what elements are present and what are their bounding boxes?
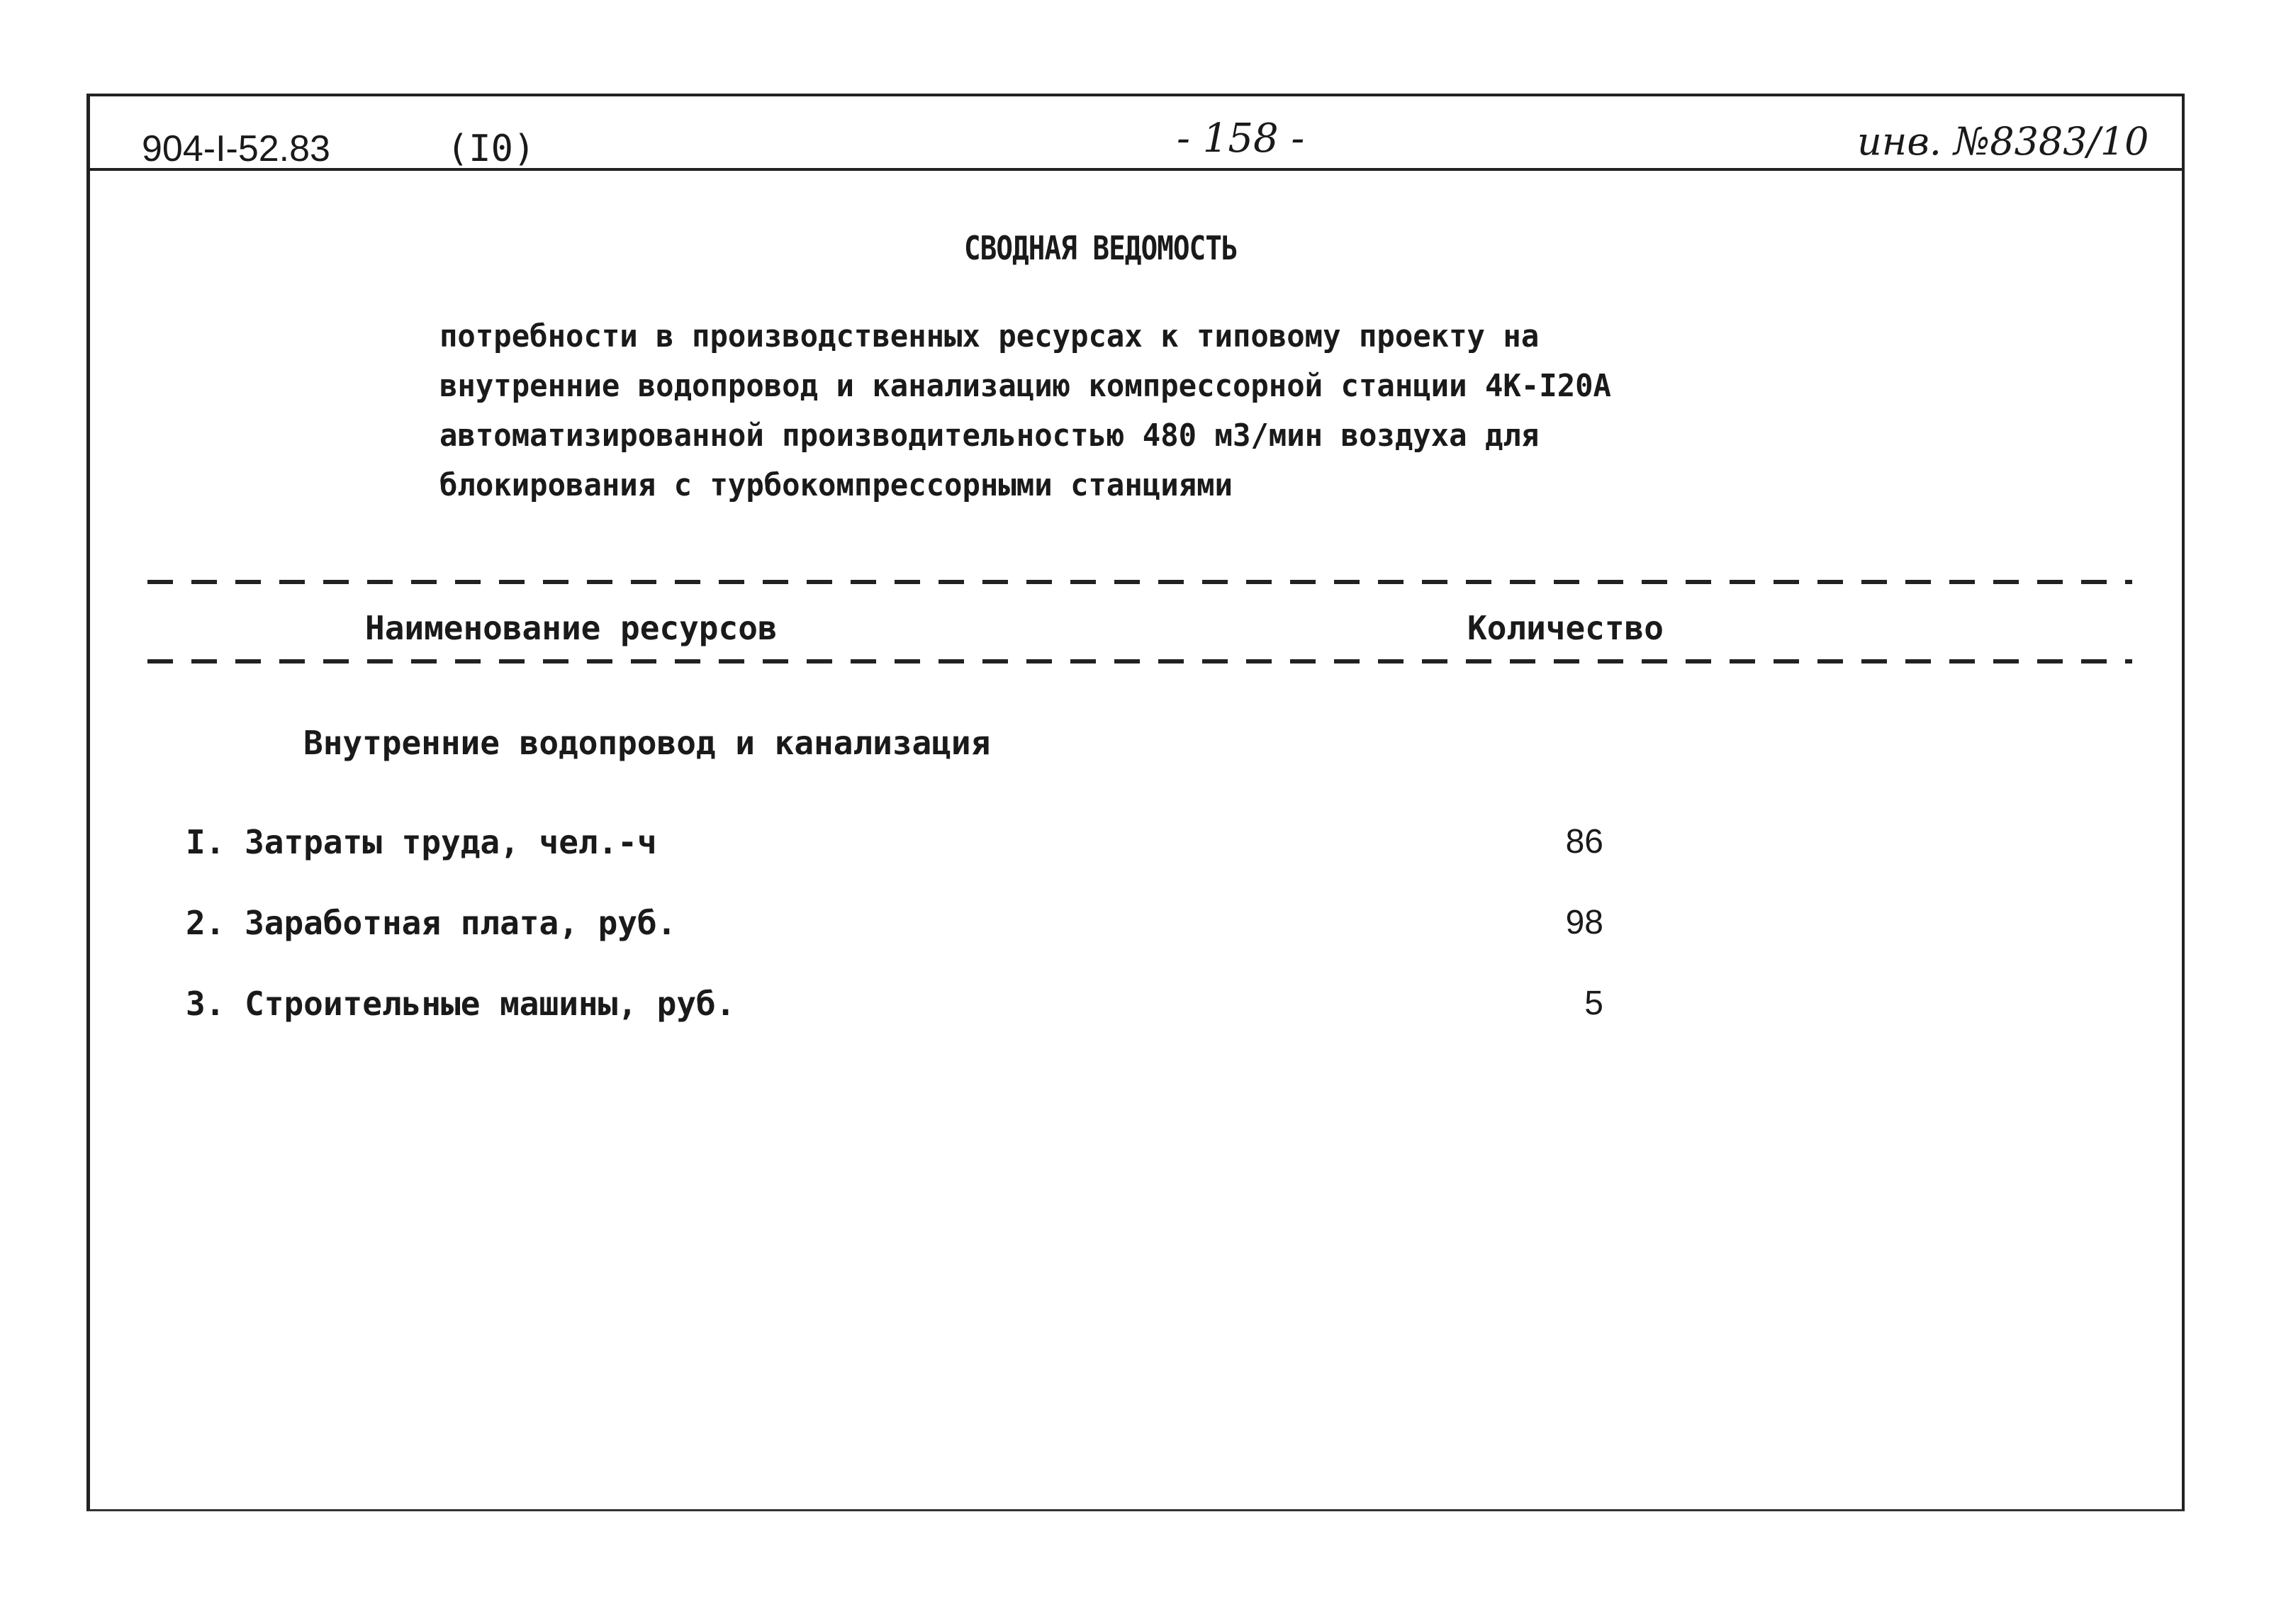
table-row	[186, 903, 1603, 946]
row-label: I. Затраты труда, чел.-ч	[186, 823, 657, 861]
subtitle-line: потребности в производственных ресурсах к типовому проекту на	[439, 318, 1540, 354]
table-header-top-rule	[147, 580, 2132, 584]
document-title: СВОДНАЯ ВЕДОМОСТЬ	[964, 229, 1238, 267]
document-subtitle	[439, 312, 1611, 510]
page-number: - 158 -	[1177, 116, 1305, 162]
subtitle-line: автоматизированной производительностью 480 м3/мин воздуха для	[439, 418, 1540, 454]
row-label: 3. Строительные машины, руб.	[186, 985, 736, 1023]
inventory-number: инв. №8383/10	[1857, 119, 2149, 164]
table-header-bottom-rule	[147, 659, 2132, 663]
subtitle-line: внутренние водопровод и канализацию компрессорной станции 4К-I20А	[439, 368, 1611, 404]
table-row	[186, 822, 1603, 865]
row-label: 2. Заработная плата, руб.	[186, 904, 677, 942]
document-code: 904-I-52.83	[142, 128, 330, 169]
page-frame	[86, 94, 2185, 1511]
row-quantity: 86	[1565, 823, 1603, 861]
subtitle-line: блокирования с турбокомпрессорными станциями	[439, 467, 1233, 503]
header-divider	[86, 168, 2185, 171]
table-row	[186, 984, 1603, 1026]
column-header-name: Наименование ресурсов	[365, 609, 778, 647]
section-heading: Внутренние водопровод и канализация	[303, 724, 991, 762]
column-header-quantity: Количество	[1467, 609, 1664, 647]
row-quantity: 98	[1565, 904, 1603, 941]
sheet-number: (I0)	[447, 128, 536, 170]
row-quantity: 5	[1584, 985, 1603, 1022]
